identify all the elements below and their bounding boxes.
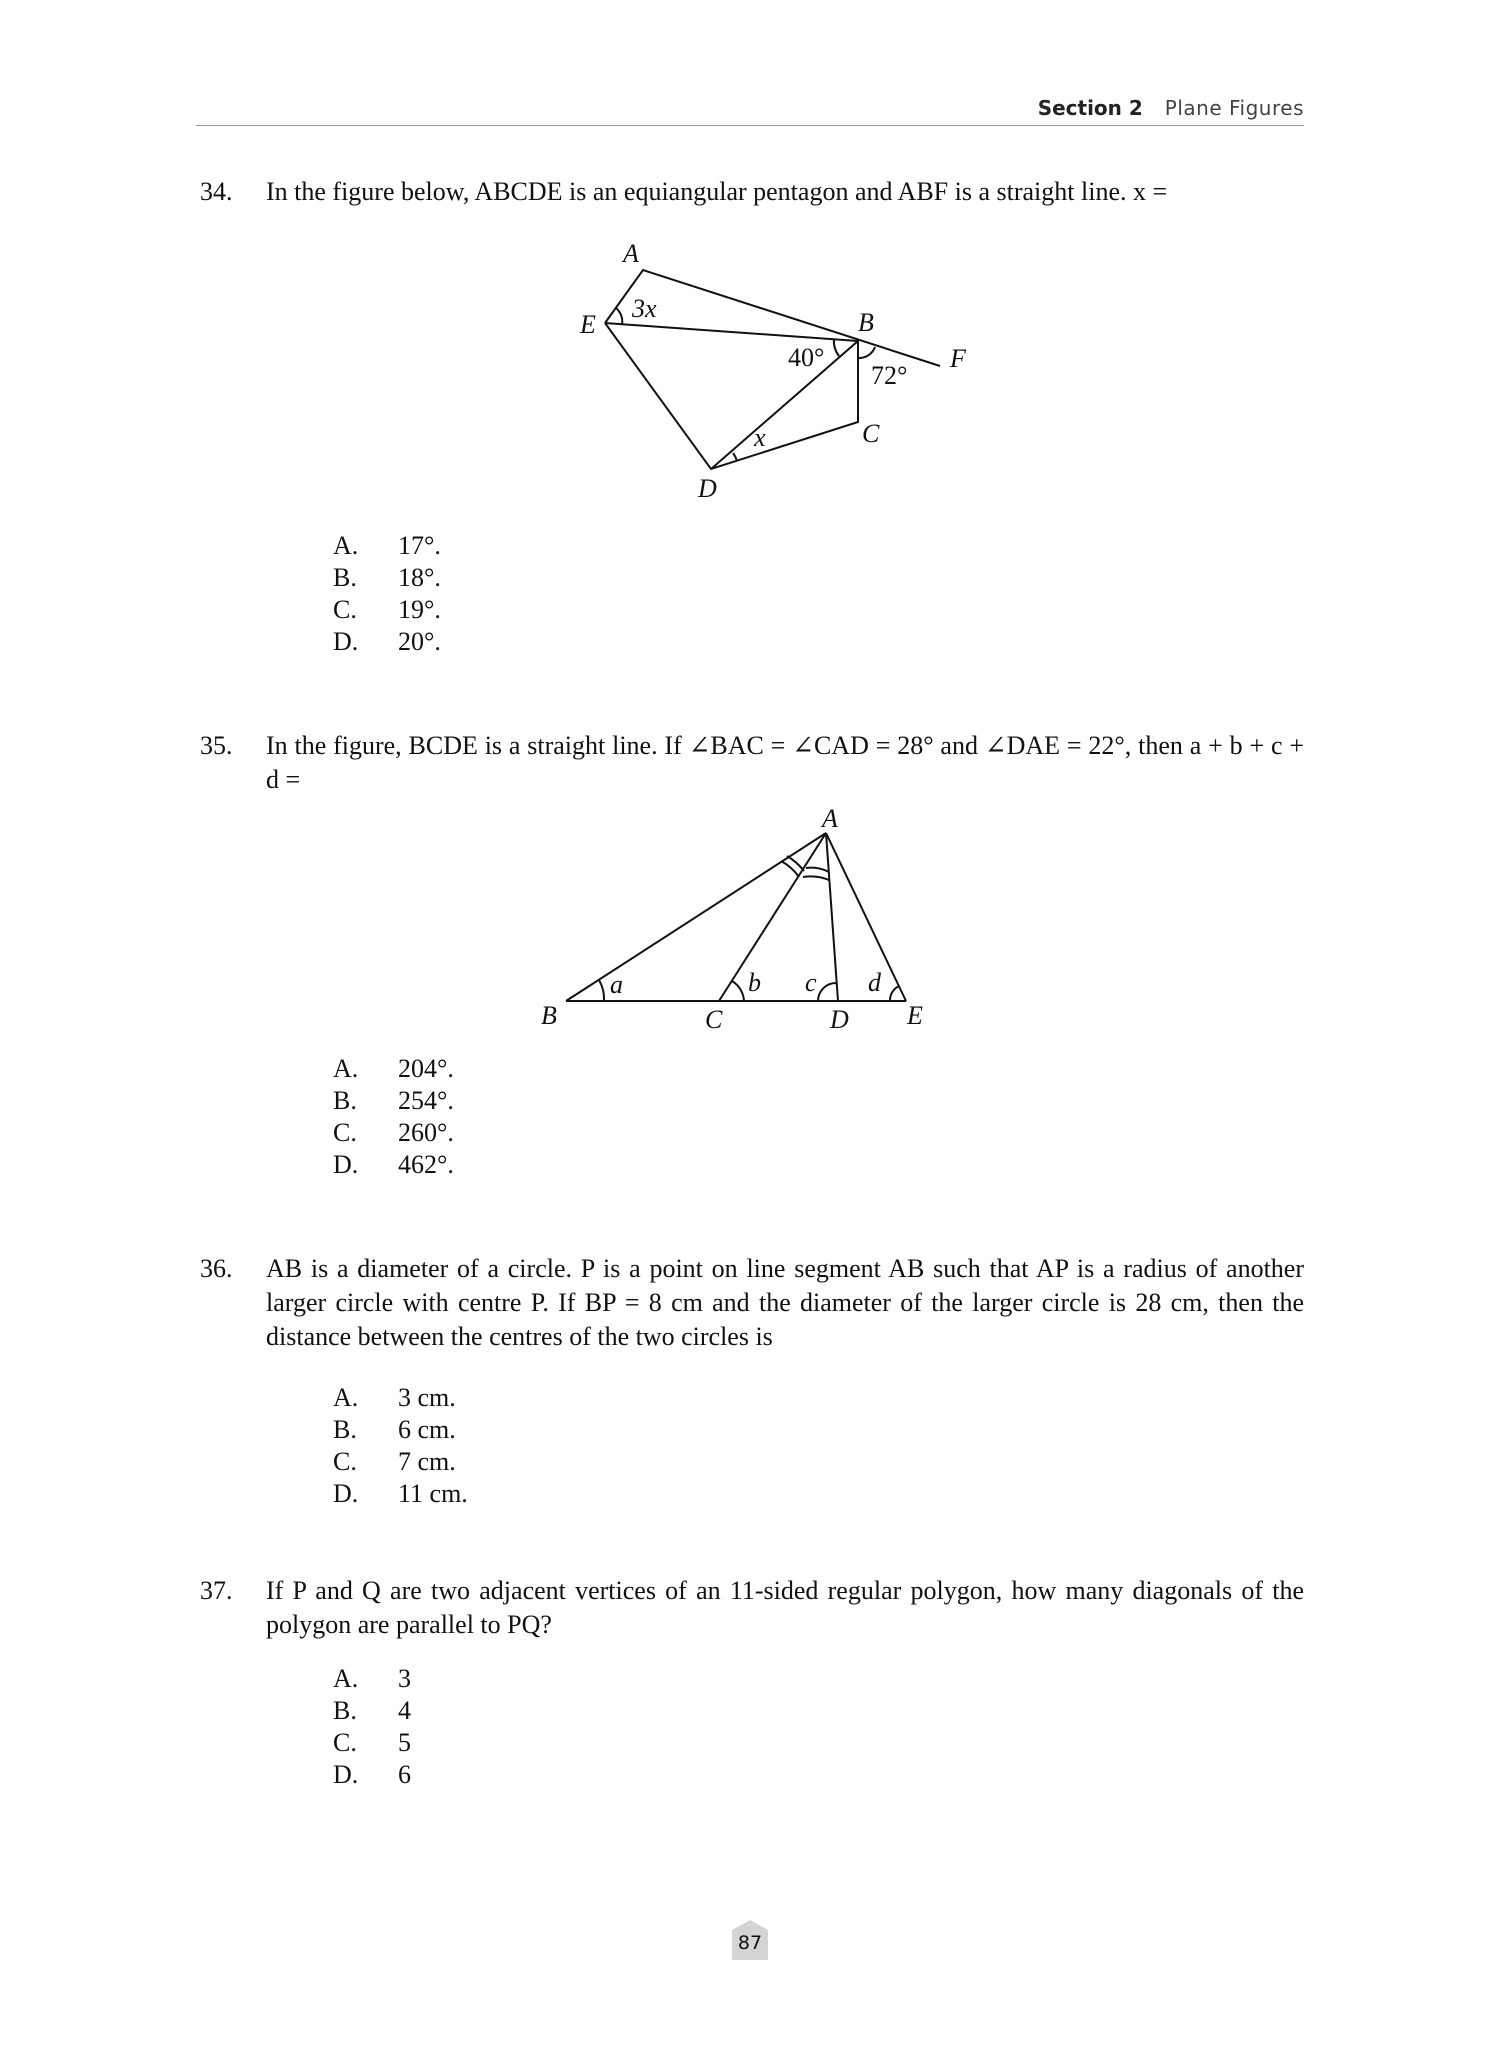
question-number: 36. xyxy=(200,1254,233,1283)
option-a[interactable]: A. 17°. xyxy=(333,531,441,560)
chapter-title: Plane Figures xyxy=(1164,96,1304,120)
option-b[interactable]: B. 18°. xyxy=(333,563,441,592)
option-a[interactable]: A. 3 cm. xyxy=(333,1383,456,1412)
label-E: E xyxy=(580,310,596,339)
label-A: A xyxy=(623,239,639,268)
angle-D-label: x xyxy=(754,423,766,452)
page-number: 87 xyxy=(737,1932,763,1954)
question-text: If P and Q are two adjacent vertices of an 11-sided regular polygon, how many diagonals of the polygon are parallel to PQ? xyxy=(266,1576,1304,1639)
angle-b-label: b xyxy=(748,968,761,997)
angle-c-label: c xyxy=(805,968,817,997)
question-35 xyxy=(200,729,1304,797)
question-36 xyxy=(200,1252,1304,1354)
option-d[interactable]: D. 20°. xyxy=(333,627,441,656)
option-c[interactable]: C. 5 xyxy=(333,1728,411,1757)
options-34 xyxy=(333,530,441,658)
option-c[interactable]: C. 19°. xyxy=(333,595,441,624)
option-a[interactable]: A. 3 xyxy=(333,1664,411,1693)
question-text: AB is a diameter of a circle. P is a point on line segment AB such that AP is a radius of another larger circle with centre P. If BP = 8 cm and the diameter of the larger circle is 28 cm, then the distance between the centres of the two circles is xyxy=(266,1254,1304,1351)
angle-B-72-label: 72° xyxy=(871,361,908,390)
options-36 xyxy=(333,1382,468,1510)
option-b[interactable]: B. 254°. xyxy=(333,1086,454,1115)
options-37 xyxy=(333,1663,411,1791)
label-B: B xyxy=(858,308,874,337)
label-C: C xyxy=(862,419,880,448)
angle-B-40-label: 40° xyxy=(788,343,825,372)
question-text: In the figure below, ABCDE is an equiangular pentagon and ABF is a straight line. x = xyxy=(266,177,1168,206)
label-F: F xyxy=(950,344,966,373)
option-c[interactable]: C. 7 cm. xyxy=(333,1447,456,1476)
label-D: D xyxy=(698,474,717,503)
question-number: 35. xyxy=(200,731,233,760)
question-37 xyxy=(200,1574,1304,1642)
pentagon-figure xyxy=(0,0,1500,520)
option-b[interactable]: B. 4 xyxy=(333,1696,411,1725)
angle-d-label: d xyxy=(868,968,881,997)
question-number: 37. xyxy=(200,1576,233,1605)
option-b[interactable]: B. 6 cm. xyxy=(333,1415,456,1444)
question-text: In the figure, BCDE is a straight line. If ∠BAC = ∠CAD = 28° and ∠DAE = 22°, then a + b + c + d = xyxy=(266,731,1304,794)
label-C: C xyxy=(705,1005,723,1034)
label-B: B xyxy=(541,1001,557,1030)
option-d[interactable]: D. 462°. xyxy=(333,1150,454,1179)
options-35 xyxy=(333,1053,454,1181)
question-number: 34. xyxy=(200,177,233,206)
label-E: E xyxy=(907,1001,923,1030)
label-D: D xyxy=(830,1005,849,1034)
option-d[interactable]: D. 6 xyxy=(333,1760,411,1789)
option-c[interactable]: C. 260°. xyxy=(333,1118,454,1147)
page-number-badge xyxy=(732,1920,768,1960)
option-d[interactable]: D. 11 cm. xyxy=(333,1479,468,1508)
triangle-figure xyxy=(0,790,1500,1050)
label-A: A xyxy=(822,804,838,833)
angle-a-label: a xyxy=(610,970,623,999)
angle-E-label: 3x xyxy=(632,294,657,323)
option-a[interactable]: A. 204°. xyxy=(333,1054,454,1083)
section-label: Section 2 xyxy=(1037,96,1143,120)
